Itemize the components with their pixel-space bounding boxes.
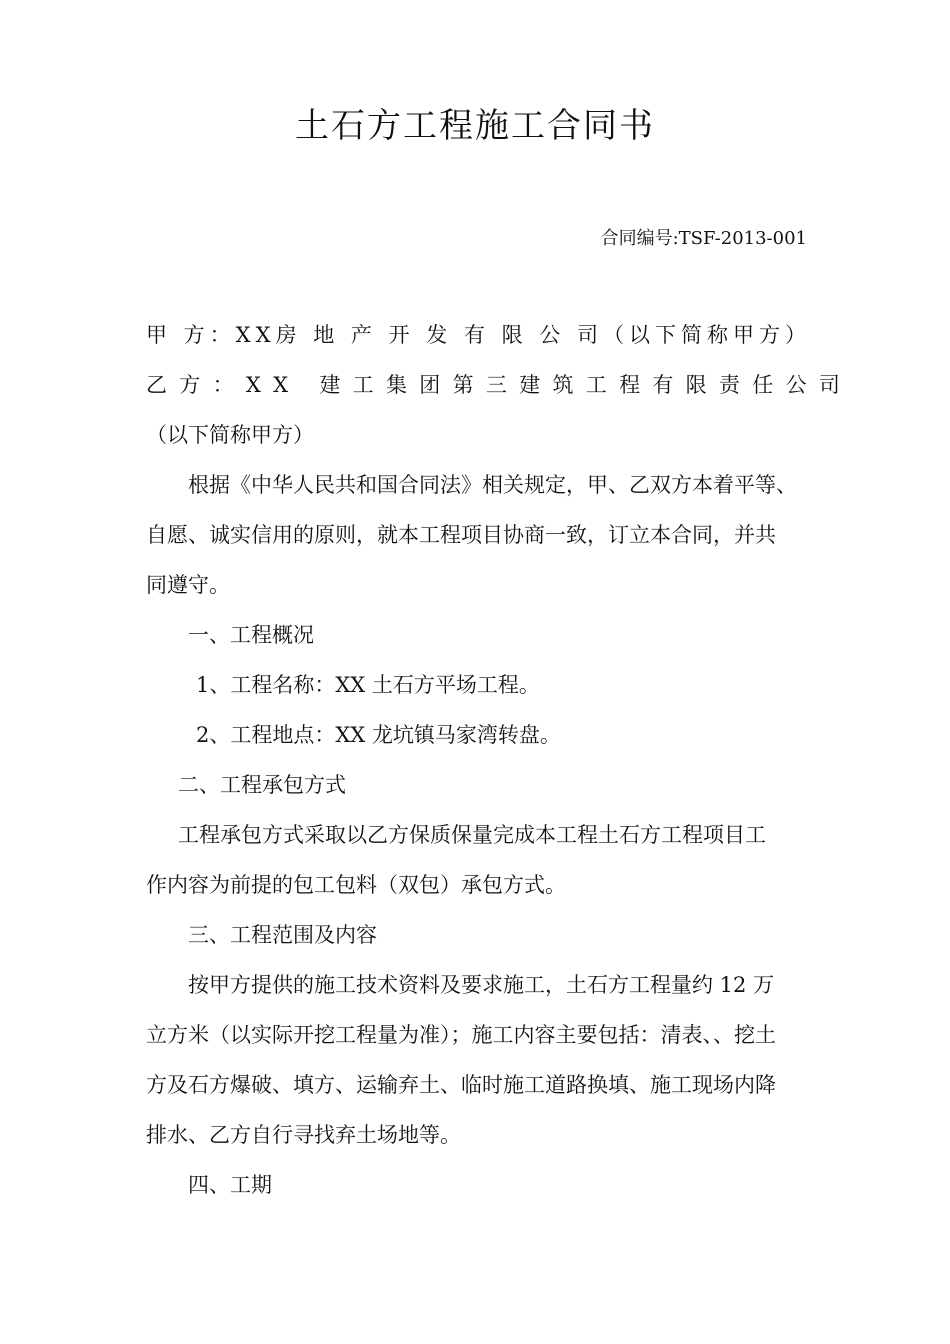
contract-number: 合同编号:TSF-2013-001 xyxy=(600,228,807,249)
section-heading-4: 四、工期 xyxy=(188,1173,272,1197)
preamble-line-2: 自愿、诚实信用的原则，就本工程项目协商一致，订立本合同，并共 xyxy=(146,523,776,547)
contract-method-line-2: 作内容为前提的包工包料（双包）承包方式。 xyxy=(146,873,566,897)
scope-line-1: 按甲方提供的施工技术资料及要求施工，土石方工程量约 12 万 xyxy=(188,973,775,997)
party-b-line: 乙方：XX 建工集团第三建筑工程有限责任公司 xyxy=(146,373,853,397)
project-location-line: 2、工程地点：XX 龙坑镇马家湾转盘。 xyxy=(196,723,561,747)
section-heading-2: 二、工程承包方式 xyxy=(178,773,346,797)
party-b-abbrev-line: （以下简称甲方） xyxy=(146,423,314,447)
party-a-line: 甲 方：XX房 地 产 开 发 有 限 公 司（以下简称甲方） xyxy=(146,323,811,347)
preamble-line-3: 同遵守。 xyxy=(146,573,230,597)
section-heading-3: 三、工程范围及内容 xyxy=(188,923,377,947)
scope-line-4: 排水、乙方自行寻找弃土场地等。 xyxy=(146,1123,461,1147)
document-title: 土石方工程施工合同书 xyxy=(295,106,655,146)
preamble-line-1: 根据《中华人民共和国合同法》相关规定，甲、乙双方本着平等、 xyxy=(188,473,797,497)
scope-line-3: 方及石方爆破、填方、运输弃土、临时施工道路换填、施工现场内降 xyxy=(146,1073,776,1097)
project-name-line: 1、工程名称：XX 土石方平场工程。 xyxy=(196,673,540,697)
scope-line-2: 立方米（以实际开挖工程量为准）；施工内容主要包括：清表、、挖土 xyxy=(146,1023,776,1047)
contract-method-line-1: 工程承包方式采取以乙方保质保量完成本工程土石方工程项目工 xyxy=(178,823,766,847)
section-heading-1: 一、工程概况 xyxy=(188,623,314,647)
